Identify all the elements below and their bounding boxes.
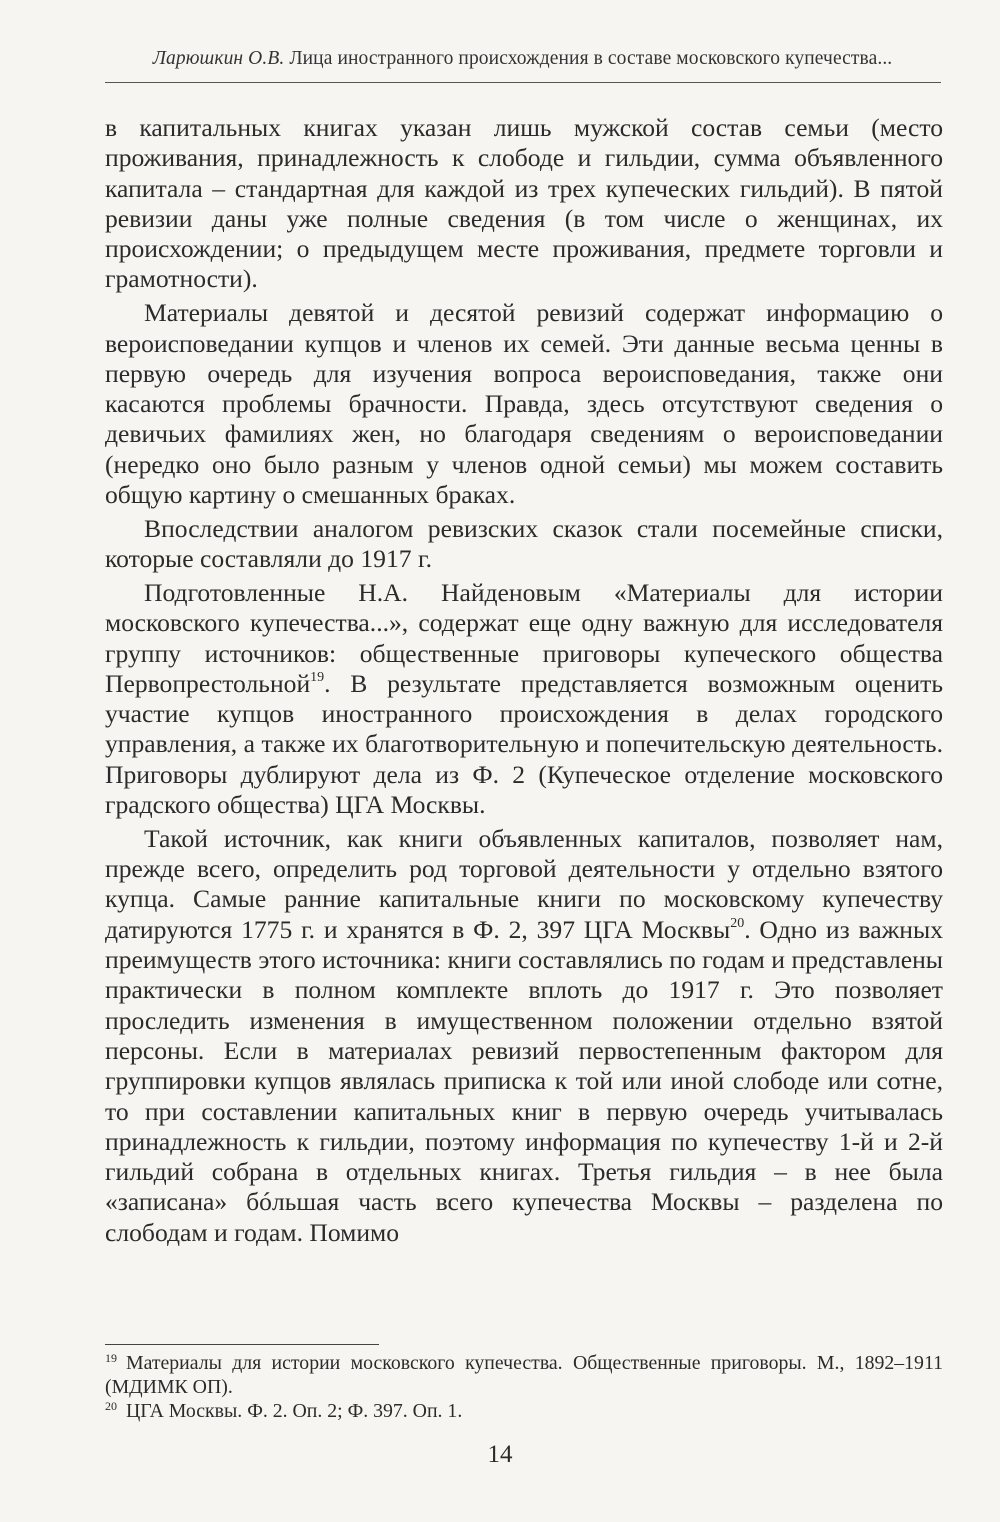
footnote-text: Материалы для истории московского купечества. Общественные приговоры. М., 1892–1911 (МДИМК ОП).	[105, 1352, 943, 1398]
footnote-number: 19	[105, 1351, 117, 1365]
paragraph-2: Материалы девятой и десятой ревизий содержат информацию о вероисповедании купцов и членов их семей. Эти данные весьма ценны в первую очередь для изучения вопроса вероисповедания, также они касаются проблемы брачности. Правда, здесь отсутствуют сведения о девичьих фамилиях жен, но благодаря сведениям о вероисповедании (нередко оно было разным у членов одной семьи) мы можем составить общую картину о смешанных браках.	[105, 298, 943, 510]
paragraph-1: в капитальных книгах указан лишь мужской состав семьи (место проживания, принадлежность к слободе и гильдии, сумма объявленного капитала – стандартная для каждой из трех купеческих гильдий). В пятой ревизии даны уже полные сведения (в том числе о женщинах, их происхождении; о предыдущем месте проживания, предмете торговли и грамотности).	[105, 113, 943, 294]
footnotes	[105, 1351, 943, 1423]
footnote-19	[105, 1351, 943, 1399]
paragraph-3: Впоследствии аналогом ревизских сказок стали посемейные списки, которые составляли до 1917 г.	[105, 513, 943, 574]
paragraph-5	[105, 824, 943, 1248]
footnote-text: ЦГА Москвы. Ф. 2. Оп. 2; Ф. 397. Оп. 1.	[126, 1400, 463, 1422]
header-divider	[105, 82, 941, 83]
paragraph-5-text-b: . Одно из важных преимуществ этого источника: книги составлялись по годам и представлены практически в полном комплекте вплоть до 1917 г. Это позволяет проследить изменения в имущественном положении отдельно взятой персоны. Если в материалах ревизий первостепенным фактором для группировки купцов являлась приписка к той или иной слободе или сотне, то при составлении капитальных книг в первую очередь учитывалась принадлежность к гильдии, поэтому информация по купечеству 1-й и 2-й гильдий собрана в отдельных книгах. Третья гильдия – в нее была «записана» бóльшая часть всего купечества Москвы – разделена по слободам и годам. Помимо	[105, 914, 943, 1247]
paragraph-4-text-b: . В результате представляется возможным оценить участие купцов иностранного происхождения в делах городского управления, а также их благотворительную и попечительскую деятельность. Приговоры дублируют дела из Ф. 2 (Купеческое отделение московского градского общества) ЦГА Москвы.	[105, 668, 943, 820]
footnote-divider	[105, 1344, 379, 1345]
header-author: Ларюшкин О.В.	[152, 48, 285, 69]
footnote-number: 20	[105, 1399, 117, 1413]
footnote-ref-19[interactable]: 19	[310, 669, 325, 685]
paragraph-4	[105, 578, 943, 820]
page-number: 14	[487, 1441, 513, 1468]
running-header	[105, 48, 940, 70]
paragraph-4-text-a: Подготовленные Н.А. Найденовым «Материалы для истории московского купечества...», содержат еще одну важную для исследователя группу источников: общественные приговоры купеческого общества Первопрестольной	[105, 577, 943, 698]
paragraph-5-text-a: Такой источник, как книги объявленных капиталов, позволяет нам, прежде всего, определить род торговой деятельности у отдельно взятого купца. Самые ранние капитальные книги по московскому купечеству датируются 1775 г. и хранятся в Ф. 2, 397 ЦГА Москвы	[105, 823, 943, 944]
footnote-ref-20[interactable]: 20	[730, 915, 745, 931]
main-text	[105, 113, 943, 1248]
footnote-20	[105, 1399, 943, 1423]
header-title: Лица иностранного происхождения в составе московского купечества...	[289, 48, 893, 69]
